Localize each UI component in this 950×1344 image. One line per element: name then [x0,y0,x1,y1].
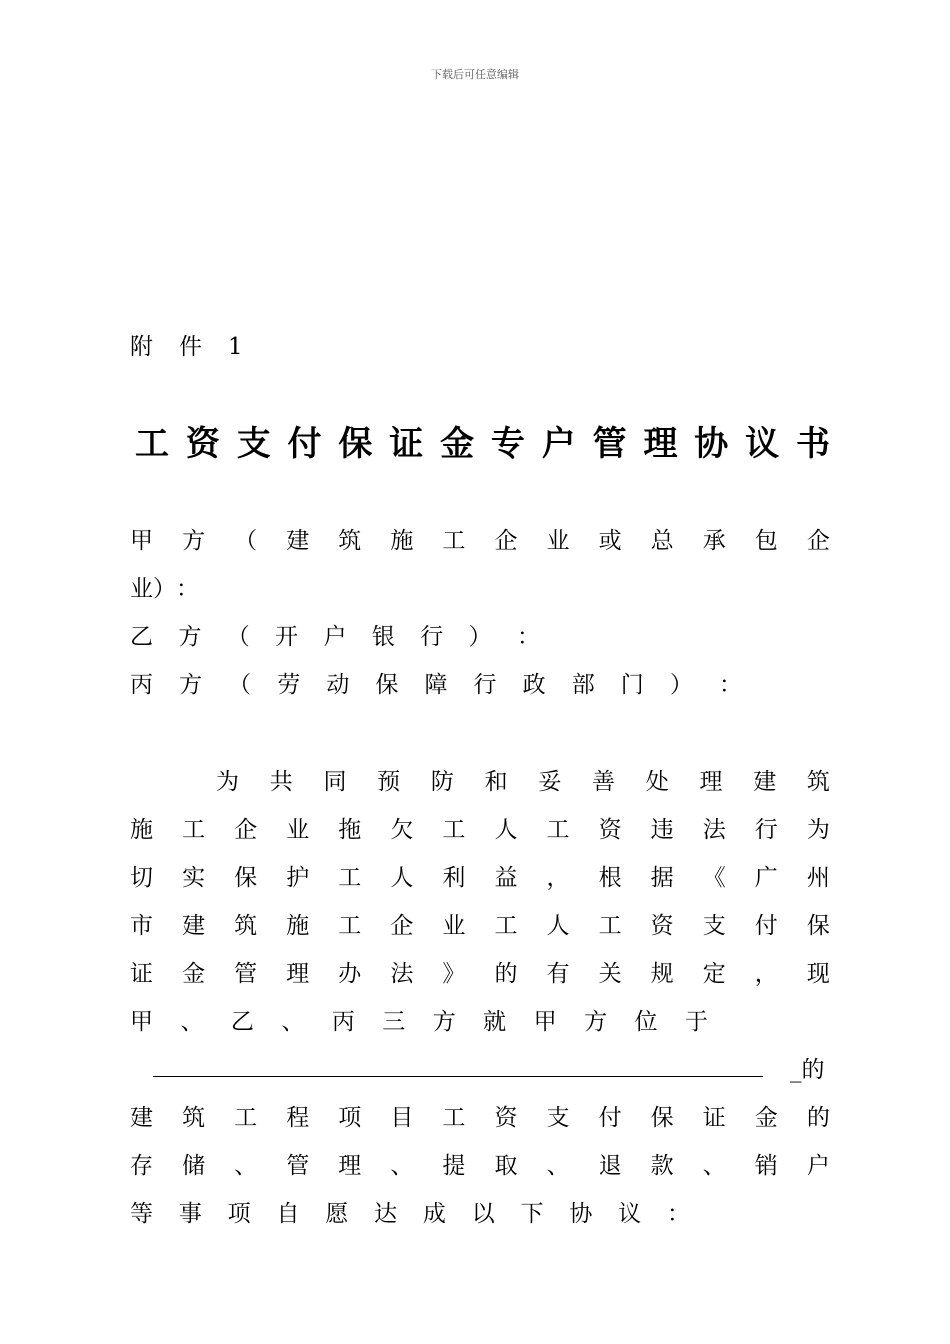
char: 工 [442,817,466,843]
char: 劳 [277,672,301,698]
char: 广 [754,865,778,891]
char: 预 [377,769,401,795]
preamble-line-7 [130,1099,830,1132]
char: 保 [650,1105,674,1131]
char: 支 [236,424,271,464]
char: 筑 [234,913,258,939]
char: 、 [234,1153,258,1179]
preamble-line-4 [130,907,830,940]
char: 销 [754,1153,778,1179]
char: 拖 [338,817,362,843]
char: 丙 [331,1009,355,1035]
char: 为 [216,769,239,795]
preamble-line-5 [130,955,830,988]
char: 业 [130,576,153,602]
char: 人 [494,817,518,843]
char: 储 [182,1153,206,1179]
char: 方 [179,672,203,698]
char: 目 [390,1105,414,1131]
char: 位 [634,1009,658,1035]
char: 建 [182,913,206,939]
party-a-line-1 [130,522,830,555]
char: ） [153,576,176,602]
char: 建 [286,528,310,554]
char: ： [517,624,540,650]
char: 益 [494,865,518,891]
blank-suffix: _的 [790,1057,825,1083]
char: 事 [178,1201,202,1227]
char: 理 [699,769,723,795]
char: ： [176,576,199,602]
char: 部 [571,672,595,698]
char: ， [546,865,570,891]
char: 门 [620,672,644,698]
char: 防 [430,769,454,795]
char: 现 [806,961,830,987]
char: 保 [338,424,373,464]
char: ） [669,672,693,698]
char: 保 [806,913,830,939]
char: 建 [130,1105,153,1131]
char: 动 [326,672,350,698]
char: ： [718,672,742,698]
char: ， [754,961,778,987]
char: 乙 [230,1009,254,1035]
char: 附 [130,334,179,360]
char: 甲 [130,1009,153,1035]
char: 、 [390,1153,414,1179]
char: 、 [281,1009,305,1035]
char: 工 [338,913,362,939]
party-a-line-2 [130,570,310,603]
preamble-line-1 [216,763,830,796]
char: 项 [227,1201,251,1227]
char: 企 [234,817,258,843]
preamble-line-2 [130,811,830,844]
char: 开 [275,624,299,650]
char: （ [226,624,250,650]
char: （ [234,528,258,554]
char: 方 [432,1009,456,1035]
char: 建 [753,769,777,795]
char: 妥 [538,769,562,795]
char: 资 [494,1105,518,1131]
char: 州 [806,865,830,891]
char: 市 [130,913,153,939]
char: 取 [494,1153,518,1179]
char: 违 [650,817,674,843]
char: 施 [130,817,153,843]
char: 金 [754,1105,778,1131]
char: 理 [286,961,310,987]
char: 退 [598,1153,622,1179]
char: 1 [228,334,269,360]
char: 共 [269,769,293,795]
char: ： [666,1201,690,1227]
char: 法 [390,961,414,987]
char: 有 [546,961,570,987]
char: 程 [286,1105,310,1131]
char: 据 [650,865,674,891]
char: 办 [338,961,362,987]
char: 三 [382,1009,406,1035]
preamble-line-8 [130,1147,830,1180]
char: 行 [420,624,444,650]
char: 企 [494,528,518,554]
char: 工 [442,1105,466,1131]
char: 政 [522,672,546,698]
char: 资 [185,424,220,464]
char: 付 [598,1105,622,1131]
char: 行 [473,672,497,698]
char: 就 [483,1009,507,1035]
char: 自 [276,1201,300,1227]
char: 或 [598,528,622,554]
char: 以 [471,1201,495,1227]
char: 筑 [182,1105,206,1131]
char: 筑 [806,769,830,795]
char: 证 [130,961,153,987]
char: 项 [338,1105,362,1131]
char: 的 [806,1105,830,1131]
header-note: 下载后可任意编辑 [431,68,519,81]
char: 企 [390,913,414,939]
char: 方 [182,528,206,554]
char: 甲 [533,1009,557,1035]
char: 工 [182,817,206,843]
char: 保 [234,865,258,891]
char: 施 [286,913,310,939]
char: 善 [592,769,616,795]
char: 施 [390,528,414,554]
char: 理 [338,1153,362,1179]
char: 方 [178,624,202,650]
char: 承 [702,528,726,554]
attachment-label [130,328,269,361]
char: 议 [618,1201,642,1227]
char: 议 [745,424,780,464]
char: 于 [684,1009,708,1035]
char: 协 [569,1201,593,1227]
char: 书 [795,424,830,464]
char: 理 [643,424,678,464]
char: 工 [135,424,169,464]
char: 提 [442,1153,466,1179]
char: 乙 [130,624,153,650]
preamble-line-3 [130,859,830,892]
char: 和 [484,769,508,795]
char: 为 [806,817,830,843]
char: 户 [806,1153,830,1179]
party-c-line [130,666,742,699]
char: 证 [389,424,424,464]
char: 的 [494,961,518,987]
char: 欠 [390,817,414,843]
char: 工 [494,913,518,939]
char: 规 [650,961,674,987]
char: 件 [179,334,228,360]
char: 工 [234,1105,258,1131]
char: 切 [130,865,153,891]
char: 丙 [130,672,153,698]
char: 障 [424,672,448,698]
char: 愿 [325,1201,349,1227]
char: 付 [754,913,778,939]
char: 户 [541,424,576,464]
char: 方 [584,1009,608,1035]
char: 证 [702,1105,726,1131]
char: 存 [130,1153,153,1179]
preamble-line-6 [130,1003,708,1036]
char: 》 [442,961,466,987]
char: 下 [520,1201,544,1227]
char: ） [468,624,492,650]
char: 实 [182,865,206,891]
char: （ [228,672,252,698]
char: 甲 [130,528,153,554]
fill-in-blank-line [153,1076,763,1077]
char: 利 [442,865,466,891]
char: 工 [442,528,466,554]
char: 管 [234,961,258,987]
party-b-line [130,618,540,651]
char: 、 [546,1153,570,1179]
char: 金 [182,961,206,987]
char: 管 [286,1153,310,1179]
char: 筑 [338,528,362,554]
char: 、 [702,1153,726,1179]
char: 总 [650,528,674,554]
char: 工 [546,817,570,843]
char: 定 [702,961,726,987]
char: 包 [754,528,778,554]
char: 保 [375,672,399,698]
char: 金 [440,424,475,464]
char: 等 [130,1201,153,1227]
char: 处 [645,769,669,795]
char: 达 [374,1201,398,1227]
char: 工 [338,865,362,891]
preamble-line-9 [130,1195,690,1228]
char: 根 [598,865,622,891]
char: 成 [422,1201,446,1227]
char: 资 [598,817,622,843]
char: 业 [546,528,570,554]
char: 护 [286,865,310,891]
char: 资 [650,913,674,939]
char: 关 [598,961,622,987]
char: 协 [694,424,729,464]
document-title [135,416,830,465]
char: 付 [287,424,322,464]
char: 人 [546,913,570,939]
char: 管 [592,424,627,464]
char: 、 [180,1009,204,1035]
char: 银 [371,624,395,650]
char: 《 [702,865,726,891]
char: 户 [323,624,347,650]
char: 支 [546,1105,570,1131]
char: 款 [650,1153,674,1179]
char: 法 [702,817,726,843]
char: 专 [490,424,525,464]
char: 同 [323,769,347,795]
char: 支 [702,913,726,939]
char: 企 [806,528,830,554]
char: 人 [390,865,414,891]
char: 业 [442,913,466,939]
char: 业 [286,817,310,843]
char: 工 [598,913,622,939]
char: 行 [754,817,778,843]
